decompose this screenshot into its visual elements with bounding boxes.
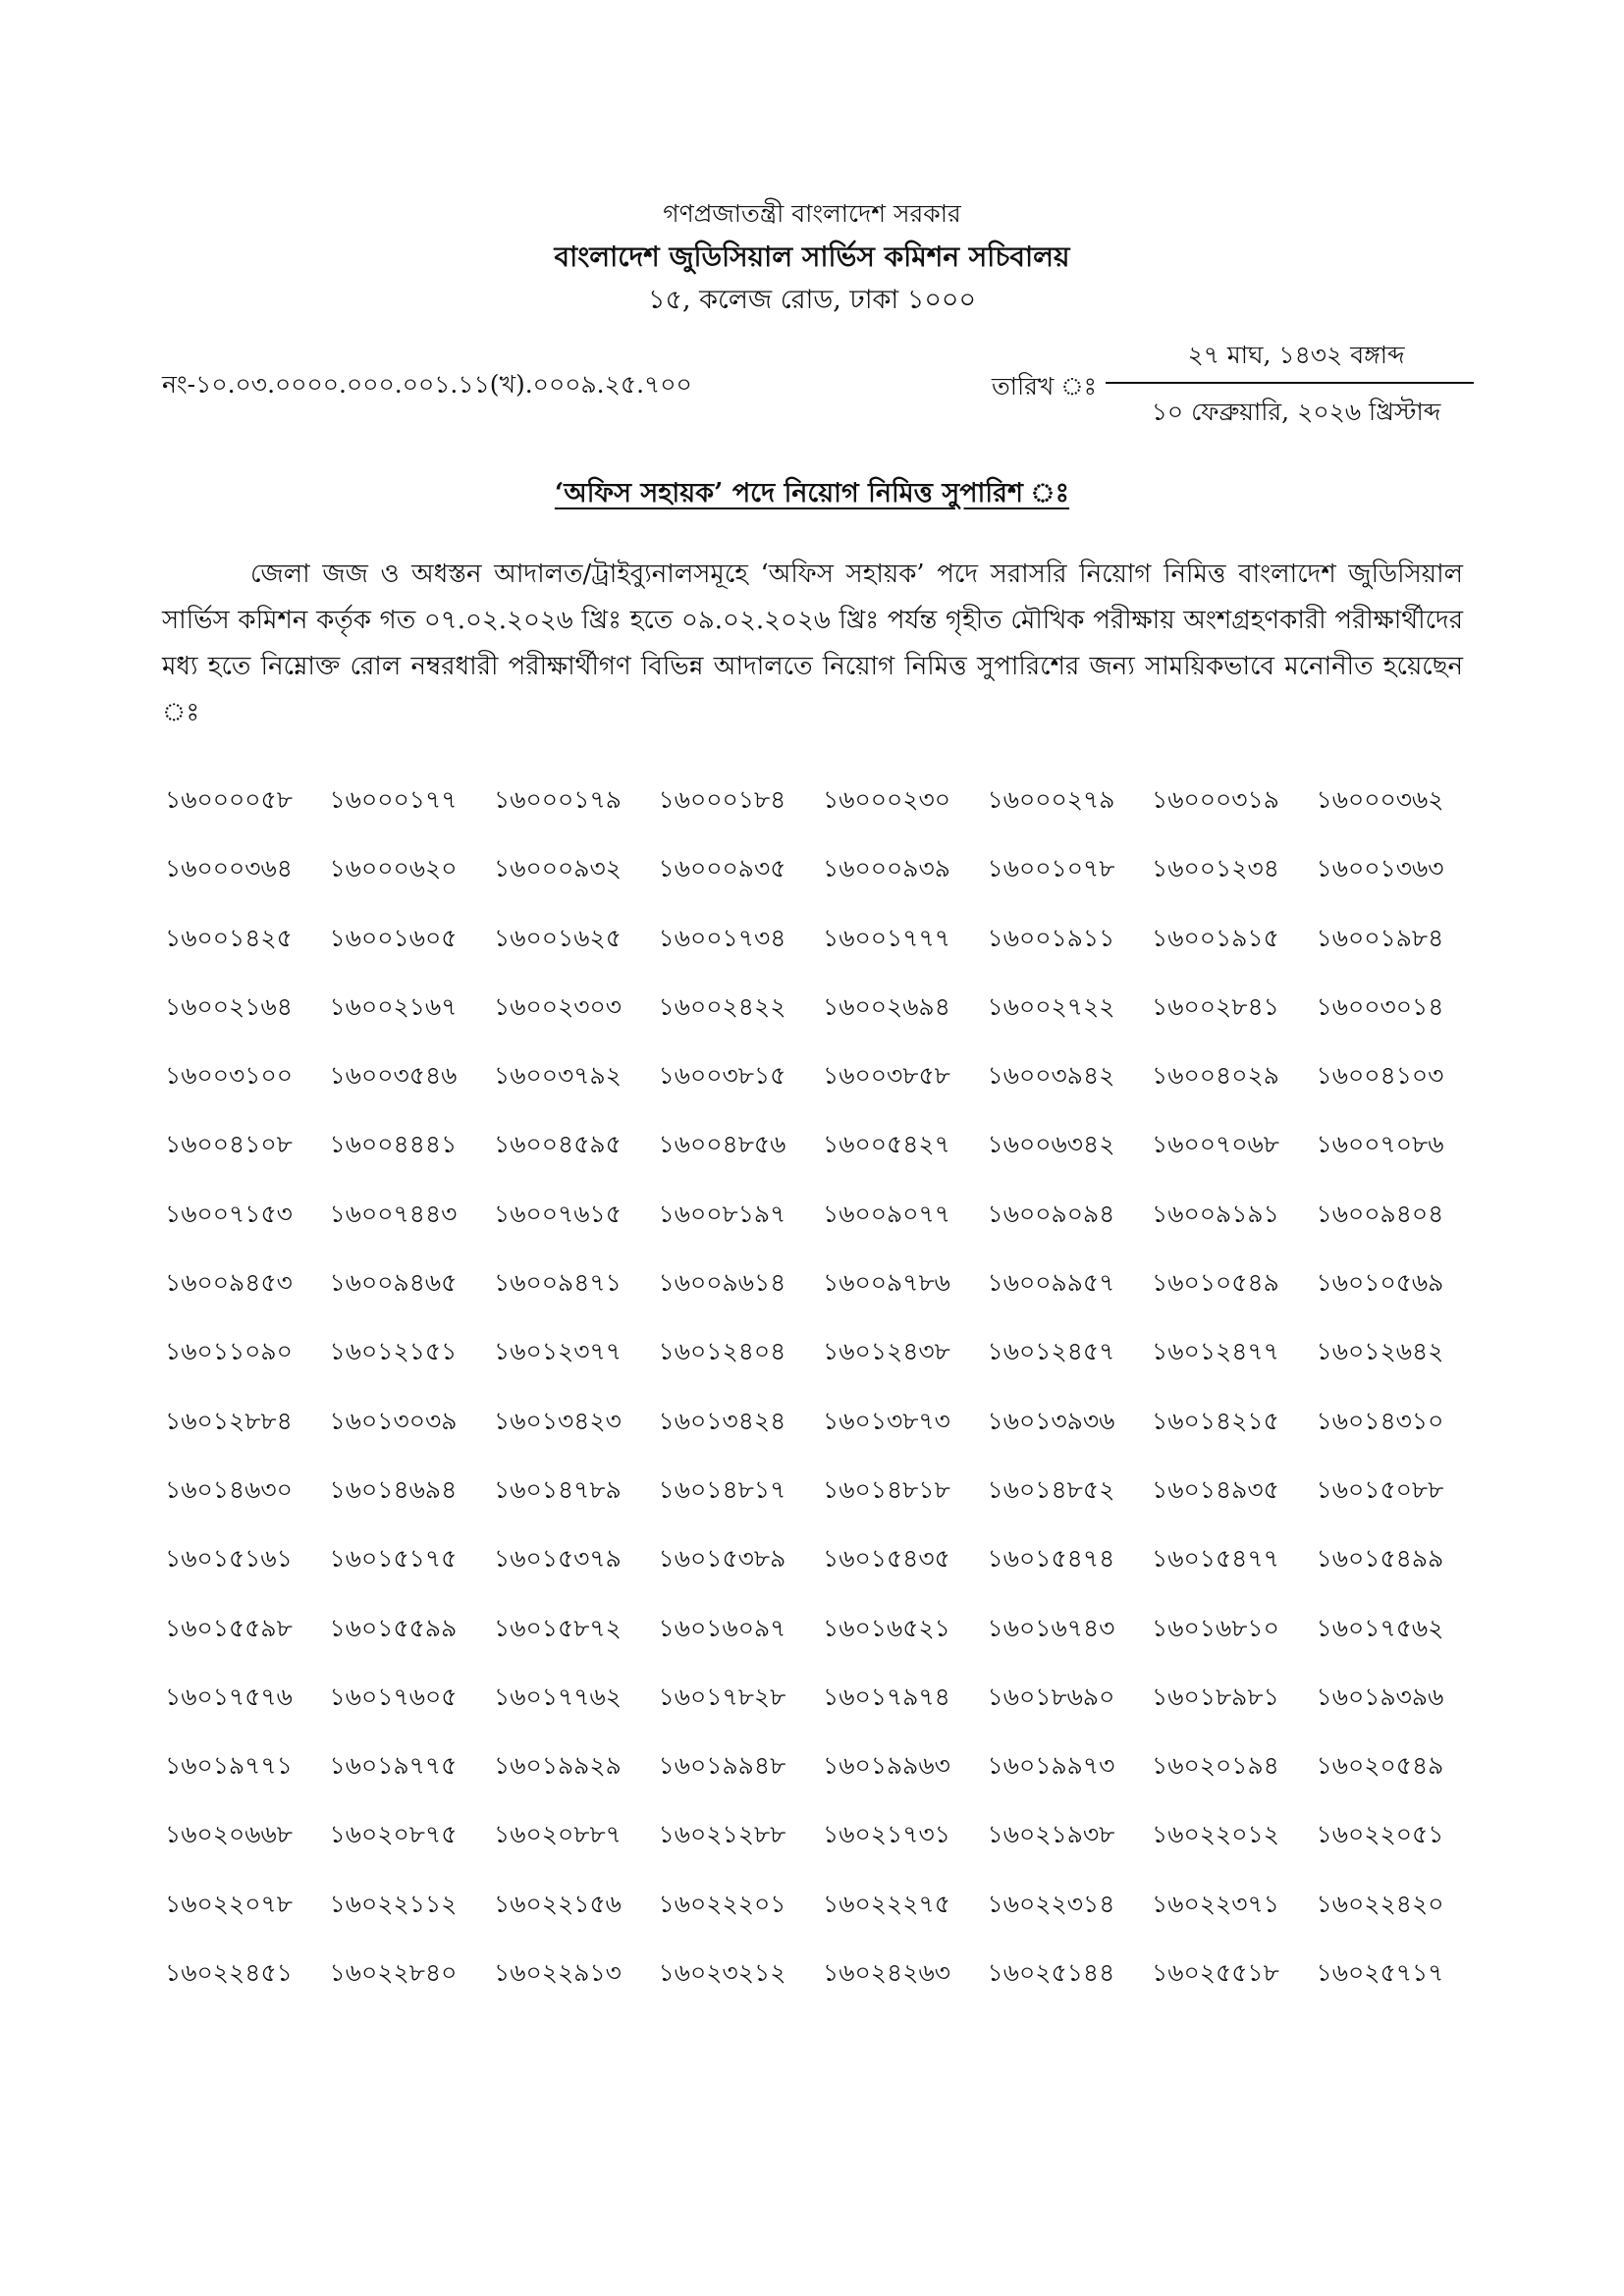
- roll-number: ১৬০১২৪৫৭: [987, 1337, 1115, 1366]
- roll-number: ১৬০২৫৭১৭: [1316, 1958, 1444, 1988]
- roll-number: ১৬০০৯০৯৪: [987, 1199, 1115, 1228]
- roll-number: ১৬০০৭৬১৫: [494, 1199, 622, 1228]
- roll-number: ১৬০০০৩৬৪: [165, 854, 293, 883]
- roll-number: ১৬০১৮৬৯০: [987, 1682, 1115, 1711]
- roll-number: ১৬০১৯৯৭৩: [987, 1751, 1115, 1781]
- roll-number: ১৬০০০৩১৯: [1152, 785, 1279, 814]
- roll-number: ১৬০২২৩৭১: [1152, 1889, 1279, 1918]
- roll-number: ১৬০১৫৪৭৪: [987, 1544, 1115, 1574]
- roll-number: ১৬০০৪৫৯৫: [494, 1130, 622, 1159]
- roll-number: ১৬০০৭৪৪৩: [329, 1199, 458, 1228]
- body-paragraph: জেলা জজ ও অধস্তন আদালত/ট্রাইব্যুনালসমূহে ‘অফিস সহায়ক’ পদে সরাসরি নিয়োগ নিমিত্ত বাংলাদেশ জুডিসিয়াল সার্ভিস কমিশন কর্তৃক গত ০৭.০২.২০২৬ খ্রিঃ হতে ০৯.০২.২০২৬ খ্রিঃ পর্যন্ত গৃহীত মৌখিক পরীক্ষায় অংশগ্রহণকারী পরীক্ষার্থীদের মধ্য হতে নিম্নোক্ত রোল নম্বরধারী পরীক্ষার্থীগণ বিভিন্ন আদালতে নিয়োগ নিমিত্ত সুপারিশের জন্য সাময়িকভাবে মনোনীত হয়েছেন ঃ: [162, 560, 1463, 727]
- subject-text: ‘অফিস সহায়ক’ পদে নিয়োগ নিমিত্ত সুপারিশ ঃ: [554, 478, 1070, 508]
- roll-number: ১৬০১৪৯৩৫: [1152, 1474, 1279, 1504]
- roll-number: ১৬০১৩৪২৩: [494, 1406, 622, 1435]
- roll-number: ১৬০১৮৯৮১: [1152, 1682, 1279, 1711]
- roll-number: ১৬০০২১৬৭: [329, 991, 458, 1021]
- roll-number: ১৬০১৪৮১৭: [658, 1474, 786, 1504]
- roll-number: ১৬০১৬৮১০: [1152, 1613, 1279, 1642]
- roll-number: ১৬০১৫০৮৮: [1316, 1474, 1444, 1504]
- roll-number: ১৬০০২১৬৪: [165, 991, 293, 1021]
- roll-number: ১৬০১০৫৪৯: [1152, 1268, 1279, 1298]
- roll-number: ১৬০২২৪৫১: [165, 1958, 293, 1988]
- roll-number: ১৬০১৯৭৭১: [165, 1751, 293, 1781]
- roll-number: ১৬০২০৮৭৫: [329, 1820, 458, 1849]
- roll-number: ১৬০১২৮৮৪: [165, 1406, 293, 1435]
- roll-number: ১৬০২২১৫৬: [494, 1889, 622, 1918]
- roll-number: ১৬০১৩৪২৪: [658, 1406, 786, 1435]
- roll-number: ১৬০১৩৮৭৩: [823, 1406, 950, 1435]
- roll-number: ১৬০০৩৭৯২: [494, 1061, 622, 1091]
- roll-number: ১৬০১৭৭৬২: [494, 1682, 622, 1711]
- roll-number: ১৬০১৪৩১০: [1316, 1406, 1444, 1435]
- roll-number: ১৬০২১২৮৮: [658, 1820, 786, 1849]
- roll-number: ১৬০০৯৬১৪: [658, 1268, 786, 1298]
- roll-number: ১৬০০১০৭৮: [987, 854, 1115, 883]
- roll-number: ১৬০০১৭৩৪: [658, 923, 786, 952]
- roll-number: ১৬০১২৪৭৭: [1152, 1337, 1279, 1366]
- roll-number: ১৬০১৫৪৭৭: [1152, 1544, 1279, 1574]
- roll-number: ১৬০১২৩৭৭: [494, 1337, 622, 1366]
- roll-number: ১৬০০৪১০৩: [1316, 1061, 1444, 1091]
- roll-number: ১৬০১৫১৭৫: [329, 1544, 458, 1574]
- roll-number: ১৬০০৯০৭৭: [823, 1199, 950, 1228]
- roll-number: ১৬০১৭৫৬২: [1316, 1613, 1444, 1642]
- roll-number: ১৬০২০১৯৪: [1152, 1751, 1279, 1781]
- roll-number: ১৬০০৩১০০: [165, 1061, 293, 1091]
- roll-number: ১৬০১৯৭৭৫: [329, 1751, 458, 1781]
- roll-number: ১৬০০২৪২২: [658, 991, 786, 1021]
- roll-number: ১৬০২৫১৪৪: [987, 1958, 1115, 1988]
- roll-number: ১৬০১৭৫৭৬: [165, 1682, 293, 1711]
- date-english: ১০ ফেব্রুয়ারি, ২০২৬ খ্রিস্টাব্দ: [1151, 398, 1441, 426]
- roll-number: ১৬০১৪৮৫২: [987, 1474, 1115, 1504]
- roll-number: ১৬০০৩৫৪৬: [329, 1061, 458, 1091]
- roll-number: ১৬০০৯৪০৪: [1316, 1199, 1444, 1228]
- roll-number: ১৬০০০৩৬২: [1316, 785, 1444, 814]
- roll-number: ১৬০০৯৪৬৫: [329, 1268, 458, 1298]
- roll-number: ১৬০০০১৭৯: [494, 785, 622, 814]
- roll-number: ১৬০০৩৮৫৮: [823, 1061, 950, 1091]
- roll-number: ১৬০০৫৪২৭: [823, 1130, 950, 1159]
- roll-number: ১৬০১৫৮৭২: [494, 1613, 622, 1642]
- roll-number: ১৬০১৩৯৩৬: [987, 1406, 1115, 1435]
- roll-number: ১৬০০৯১৯১: [1152, 1199, 1279, 1228]
- roll-number: ১৬০০৭১৫৩: [165, 1199, 293, 1228]
- roll-number: ১৬০২০৮৮৭: [494, 1820, 622, 1849]
- secretariat-heading: বাংলাদেশ জুডিসিয়াল সার্ভিস কমিশন সচিবালয়: [554, 240, 1070, 273]
- roll-number: ১৬০২১৭৩১: [823, 1820, 950, 1849]
- roll-number: ১৬০২২৯১৩: [494, 1958, 622, 1988]
- roll-number: ১৬০১৯৯৬৩: [823, 1751, 950, 1781]
- roll-number: ১৬০১৬০৯৭: [658, 1613, 786, 1642]
- roll-number: ১৬০১২১৫১: [329, 1337, 458, 1366]
- roll-number: ১৬০১৬৫২১: [823, 1613, 950, 1642]
- roll-number: ১৬০১২৬৪২: [1316, 1337, 1444, 1366]
- roll-number: ১৬০২০৫৪৯: [1316, 1751, 1444, 1781]
- roll-number: ১৬০২২৮৪০: [329, 1958, 458, 1988]
- roll-number: ১৬০০০০৫৮: [165, 785, 293, 814]
- roll-number: ১৬০০১৯৮৪: [1316, 923, 1444, 952]
- roll-number: ১৬০০১২৩৪: [1152, 854, 1279, 883]
- roll-number: ১৬০০৮১৯৭: [658, 1199, 786, 1228]
- roll-number: ১৬০০০২৭৯: [987, 785, 1115, 814]
- roll-number: ১৬০২৩২১২: [658, 1958, 786, 1988]
- roll-number: ১৬০২২২০১: [658, 1889, 786, 1918]
- roll-number: ১৬০১৭৬০৫: [329, 1682, 458, 1711]
- roll-number: ১৬০০২৭২২: [987, 991, 1115, 1021]
- roll-number: ১৬০০০৯৩৯: [823, 854, 950, 883]
- roll-number: ১৬০১৫৪৯৯: [1316, 1544, 1444, 1574]
- roll-number: ১৬০২০৬৬৮: [165, 1820, 293, 1849]
- roll-number: ১৬০১৫৪৩৫: [823, 1544, 950, 1574]
- roll-number: ১৬০২২০১২: [1152, 1820, 1279, 1849]
- roll-number: ১৬০০৩৯৪২: [987, 1061, 1115, 1091]
- roll-number: ১৬০১৯৯৪৮: [658, 1751, 786, 1781]
- roll-number: ১৬০০২৮৪১: [1152, 991, 1279, 1021]
- roll-number: ১৬০১৪২১৫: [1152, 1406, 1279, 1435]
- roll-number: ১৬০১৫৫৯৮: [165, 1613, 293, 1642]
- roll-number: ১৬০০৩০১৪: [1316, 991, 1444, 1021]
- roll-number: ১৬০০১৬০৫: [329, 923, 458, 952]
- roll-number: ১৬০০১৭৭৭: [823, 923, 950, 952]
- roll-number: ১৬০১৫১৬১: [165, 1544, 293, 1574]
- roll-number: ১৬০২২০৫১: [1316, 1820, 1444, 1849]
- roll-number: ১৬০০৭০৮৬: [1316, 1130, 1444, 1159]
- roll-number: ১৬০২২৩১৪: [987, 1889, 1115, 1918]
- roll-number: ১৬০০৪৮৫৬: [658, 1130, 786, 1159]
- roll-number: ১৬০০২৩০৩: [494, 991, 623, 1021]
- roll-number: ১৬০০৪৪৪১: [329, 1130, 458, 1159]
- roll-number: ১৬০২১৯৩৮: [987, 1820, 1115, 1849]
- roll-number: ১৬০০৬৩৪২: [987, 1130, 1115, 1159]
- roll-number: ১৬০১৭৯৭৪: [823, 1682, 950, 1711]
- roll-number: ১৬০০৯৪৫৩: [165, 1268, 293, 1298]
- roll-number: ১৬০১৯৯২৯: [494, 1751, 622, 1781]
- roll-number: ১৬০১৪৬৩০: [165, 1474, 293, 1504]
- roll-number: ১৬০১৫৫৯৯: [329, 1613, 458, 1642]
- roll-number: ১৬০২২০৭৮: [165, 1889, 293, 1918]
- roll-number: ১৬০০০১৭৭: [329, 785, 458, 814]
- date-bangla: ২৭ মাঘ, ১৪৩২ বঙ্গাব্দ: [1187, 341, 1405, 369]
- roll-number: ১৬০০৩৮১৫: [658, 1061, 786, 1091]
- roll-number: ১৬০১৪৬৯৪: [329, 1474, 458, 1504]
- roll-number: ১৬০০৭০৬৮: [1152, 1130, 1279, 1159]
- roll-number: ১৬০২৫৫১৮: [1152, 1958, 1279, 1988]
- roll-number: ১৬০০০১৮৪: [658, 785, 786, 814]
- subject-line: [0, 473, 1624, 517]
- roll-number: ১৬০০০৬২০: [329, 854, 458, 883]
- government-heading: গণপ্রজাতন্ত্রী বাংলাদেশ সরকার: [663, 199, 961, 228]
- roll-number: ১৬০১২৪০৪: [658, 1337, 786, 1366]
- roll-number: ১৬০১৫৩৮৯: [658, 1544, 786, 1574]
- roll-number: ১৬০১৭৮২৮: [658, 1682, 786, 1711]
- roll-number: ১৬০০২৬৯৪: [823, 991, 950, 1021]
- roll-number: ১৬০০০২৩০: [823, 785, 951, 814]
- roll-number: ১৬০০৯৯৫৭: [987, 1268, 1115, 1298]
- roll-number: ১৬০২২৪২০: [1316, 1889, 1444, 1918]
- roll-number: ১৬০০১৩৬৩: [1316, 854, 1444, 883]
- roll-number: ১৬০২২২৭৫: [823, 1889, 950, 1918]
- roll-number: ১৬০০৪১০৮: [165, 1130, 293, 1159]
- roll-number: ১৬০০১৪২৫: [165, 923, 293, 952]
- roll-number: ১৬০১৩০৩৯: [329, 1406, 458, 1435]
- roll-number: ১৬০১১০৯০: [165, 1337, 293, 1366]
- roll-number: ১৬০০০৯৩৫: [658, 854, 786, 883]
- roll-number: ১৬০০৯৪৭১: [494, 1268, 622, 1298]
- roll-number: ১৬০১৬৭৪৩: [987, 1613, 1115, 1642]
- roll-number: ১৬০০১৯১১: [987, 923, 1115, 952]
- roll-number: ১৬০১৯৩৯৬: [1316, 1682, 1444, 1711]
- memo-number: নং-১০.০৩.০০০০.০০০.০০১.১১(খ).০০০৯.২৫.৭০০: [162, 370, 692, 399]
- roll-number: ১৬০১০৫৬৯: [1316, 1268, 1444, 1298]
- roll-number: ১৬০২৪২৬৩: [823, 1958, 950, 1988]
- roll-number: ১৬০১২৪৩৮: [823, 1337, 950, 1366]
- roll-number: ১৬০০০৯৩২: [494, 854, 622, 883]
- roll-number-grid: [165, 785, 1481, 2027]
- roll-number: ১৬০০১৯১৫: [1152, 923, 1279, 952]
- office-address: ১৫, কলেজ রোড, ঢাকা ১০০০: [647, 285, 977, 315]
- roll-number: ১৬০০৯৭৮৬: [823, 1268, 950, 1298]
- roll-number: ১৬০০১৬২৫: [494, 923, 622, 952]
- roll-number: ১৬০১৫৩৭৯: [494, 1544, 622, 1574]
- roll-number: ১৬০২২১১২: [329, 1889, 458, 1918]
- roll-number: ১৬০০৪০২৯: [1152, 1061, 1279, 1091]
- date-divider: [1106, 382, 1474, 384]
- roll-number: ১৬০১৪৮১৮: [823, 1474, 950, 1504]
- roll-number: ১৬০১৪৭৮৯: [494, 1474, 622, 1504]
- date-label: তারিখ ঃ: [992, 372, 1097, 400]
